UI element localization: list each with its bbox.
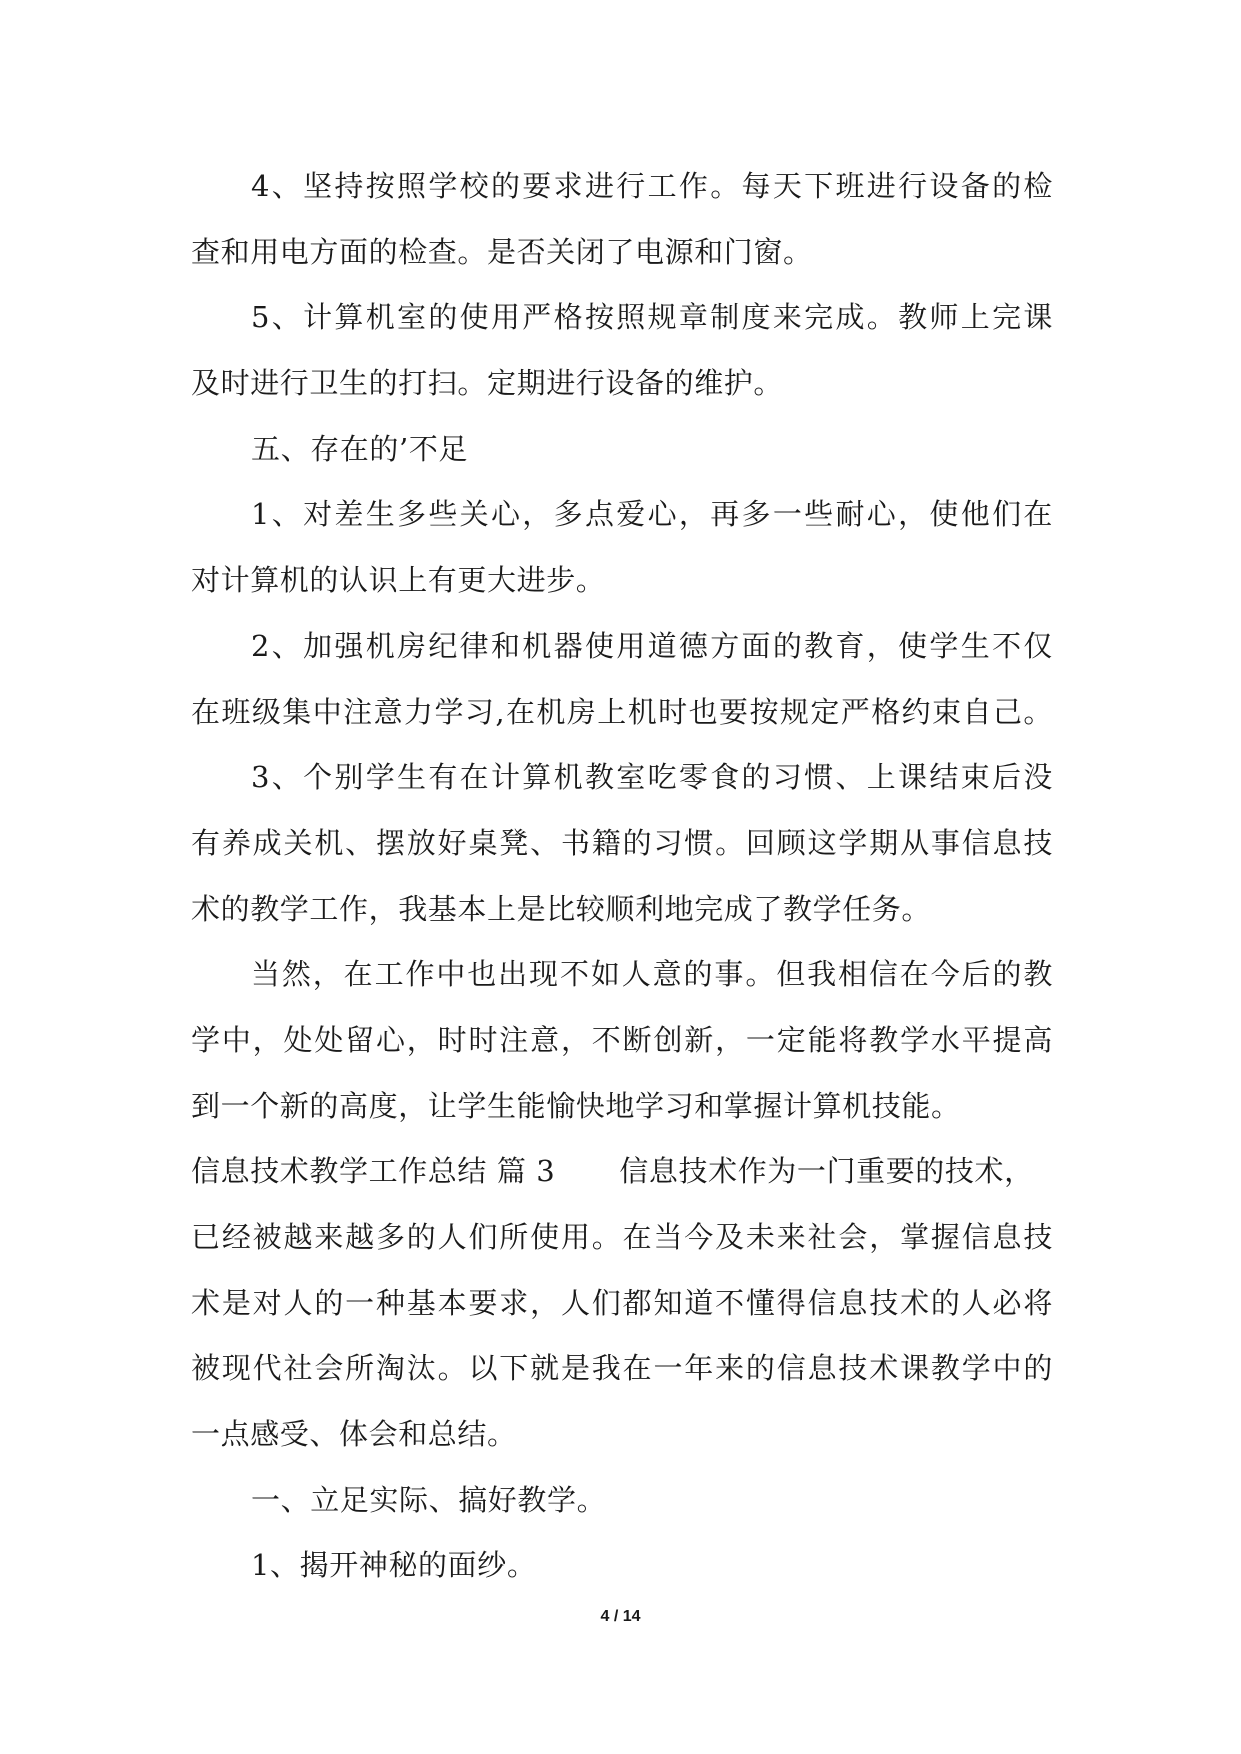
paragraph-line: 4、坚持按照学校的要求进行工作。每天下班进行设备的检 xyxy=(251,169,1053,203)
paragraph-line: 3、个别学生有在计算机教室吃零食的习惯、上课结束后没 xyxy=(251,760,1053,795)
paragraph-start: 信息技术作为一门重要的技术， xyxy=(619,1154,1034,1189)
paragraph-line: 在班级集中注意力学习,在机房上机时也要按规定严格约束自己。 xyxy=(191,694,1053,729)
paragraph-line: 被现代社会所淘汰。以下就是我在一年来的信息技术课教学中的 xyxy=(191,1351,1053,1386)
paragraph-line: 对计算机的认识上有更大进步。 xyxy=(191,563,606,598)
paragraph-line: 1、对差生多些关心，多点爱心，再多一些耐心，使他们在 xyxy=(251,497,1053,532)
paragraph-line: 及时进行卫生的打扫。定期进行设备的维护。 xyxy=(191,366,784,401)
paragraph-line: 学中，处处留心，时时注意，不断创新，一定能将教学水平提高 xyxy=(191,1022,1053,1057)
paragraph-line: 术是对人的一种基本要求，人们都知道不懂得信息技术的人必将 xyxy=(191,1285,1053,1320)
paragraph-line: 术的教学工作，我基本上是比较顺利地完成了教学任务。 xyxy=(191,891,932,926)
page-number: 4 / 14 xyxy=(600,1608,641,1625)
article-title: 信息技术教学工作总结 篇 3 xyxy=(191,1154,556,1189)
paragraph-line: 已经被越来越多的人们所使用。在当今及未来社会，掌握信息技 xyxy=(191,1220,1053,1254)
section-heading: 五、存在的’不足 xyxy=(251,431,469,466)
article-title-line xyxy=(191,1143,1053,1209)
paragraph-line: 到一个新的高度，让学生能愉快地学习和掌握计算机技能。 xyxy=(191,1088,961,1123)
paragraph-line: 查和用电方面的检查。是否关闭了电源和门窗。 xyxy=(191,234,813,269)
paragraph-line: 一点感受、体会和总结。 xyxy=(191,1417,517,1452)
paragraph-line: 当然，在工作中也出现不如人意的事。但我相信在今后的教 xyxy=(251,957,1053,992)
paragraph-line: 有养成关机、摆放好桌凳、书籍的习惯。回顾这学期从事信息技 xyxy=(191,825,1053,860)
body-text xyxy=(191,158,1053,1603)
paragraph-line: 2、加强机房纪律和机器使用道德方面的教育，使学生不仅 xyxy=(251,628,1053,663)
paragraph-line: 5、计算机室的使用严格按照规章制度来完成。教师上完课 xyxy=(251,300,1053,335)
subsection-heading: 1、揭开神秘的面纱。 xyxy=(251,1548,537,1583)
section-heading: 一、立足实际、搞好教学。 xyxy=(251,1482,607,1517)
